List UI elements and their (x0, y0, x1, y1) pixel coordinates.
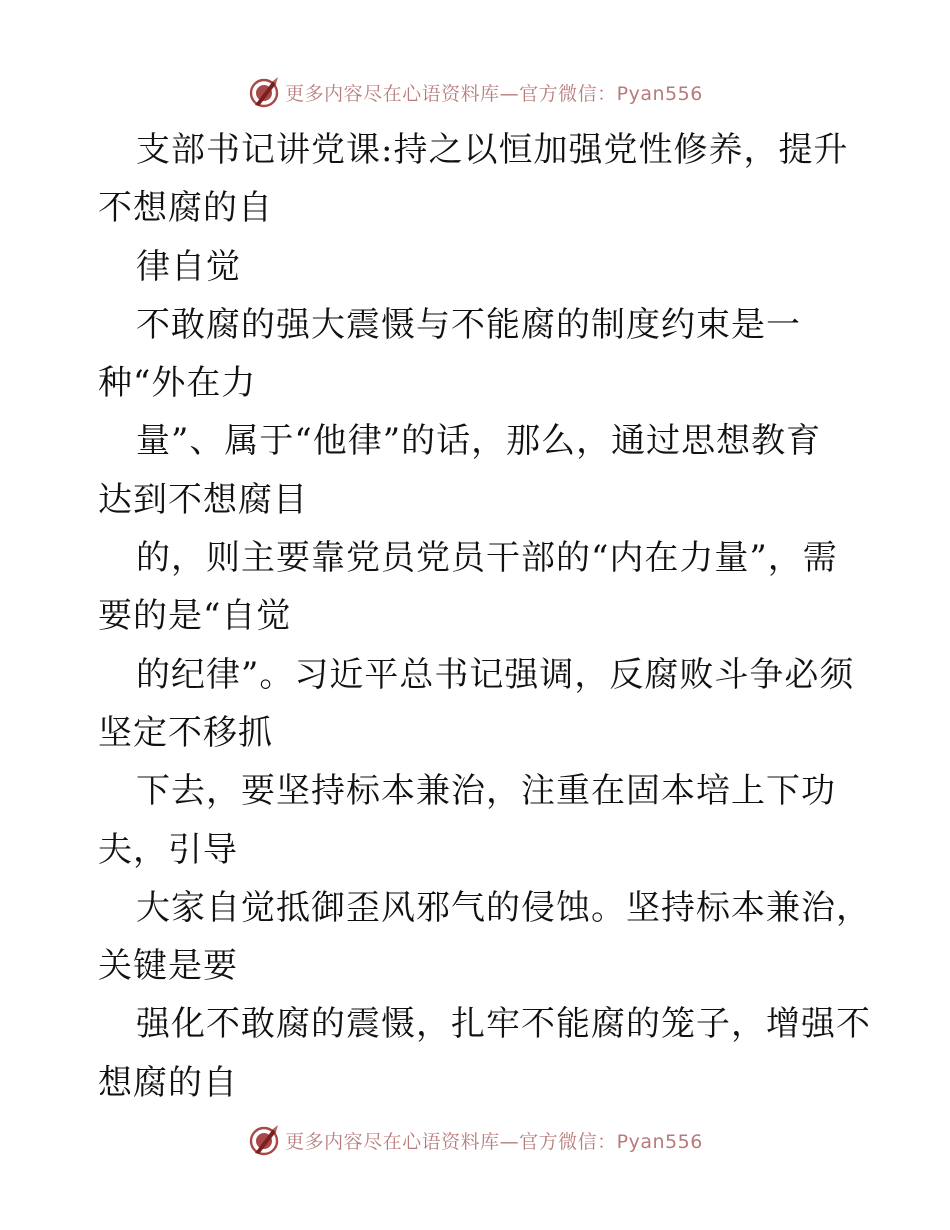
footer-banner (0, 1120, 950, 1160)
document-body (98, 121, 871, 1112)
text-line: 的，则主要靠党员党员干部的“内在力量”，需 (136, 538, 838, 579)
quill-circle-logo-icon (247, 1123, 281, 1157)
text-line: 不敢腐的强大震慑与不能腐的制度约束是一 (136, 304, 801, 345)
text-line: 量”、属于“他律”的话，那么，通过思想教育 (136, 421, 822, 462)
header-banner (0, 72, 950, 112)
banner-text: 更多内容尽在心语资料库—官方微信：Pyan556 (285, 82, 703, 105)
text-line: 强化不敢腐的震慑，扎牢不能腐的笼子，增强不 (136, 1004, 871, 1045)
banner-text: 更多内容尽在心语资料库—官方微信：Pyan556 (285, 1130, 703, 1153)
text-line: 大家自觉抵御歪风邪气的侵蚀。坚持标本兼治， (136, 887, 871, 928)
text-line: 想腐的自 (98, 1062, 238, 1103)
text-line: 律自觉 (136, 246, 241, 287)
text-line: 支部书记讲党课:持之以恒加强党性修养，提升 (136, 130, 849, 170)
text-line: 的纪律”。习近平总书记强调，反腐败斗争必须 (136, 654, 855, 695)
text-line: 夫，引导 (98, 829, 238, 870)
quill-circle-logo-icon (247, 75, 281, 109)
text-line: 下去，要坚持标本兼治，注重在固本培上下功 (136, 771, 836, 812)
text-line: 关键是要 (98, 946, 238, 987)
text-line: 不想腐的自 (98, 188, 273, 229)
text-line: 要的是“自觉 (98, 596, 292, 637)
text-line: 种“外在力 (98, 363, 257, 404)
text-line: 坚定不移抓 (98, 712, 273, 753)
text-line: 达到不想腐目 (98, 479, 308, 520)
